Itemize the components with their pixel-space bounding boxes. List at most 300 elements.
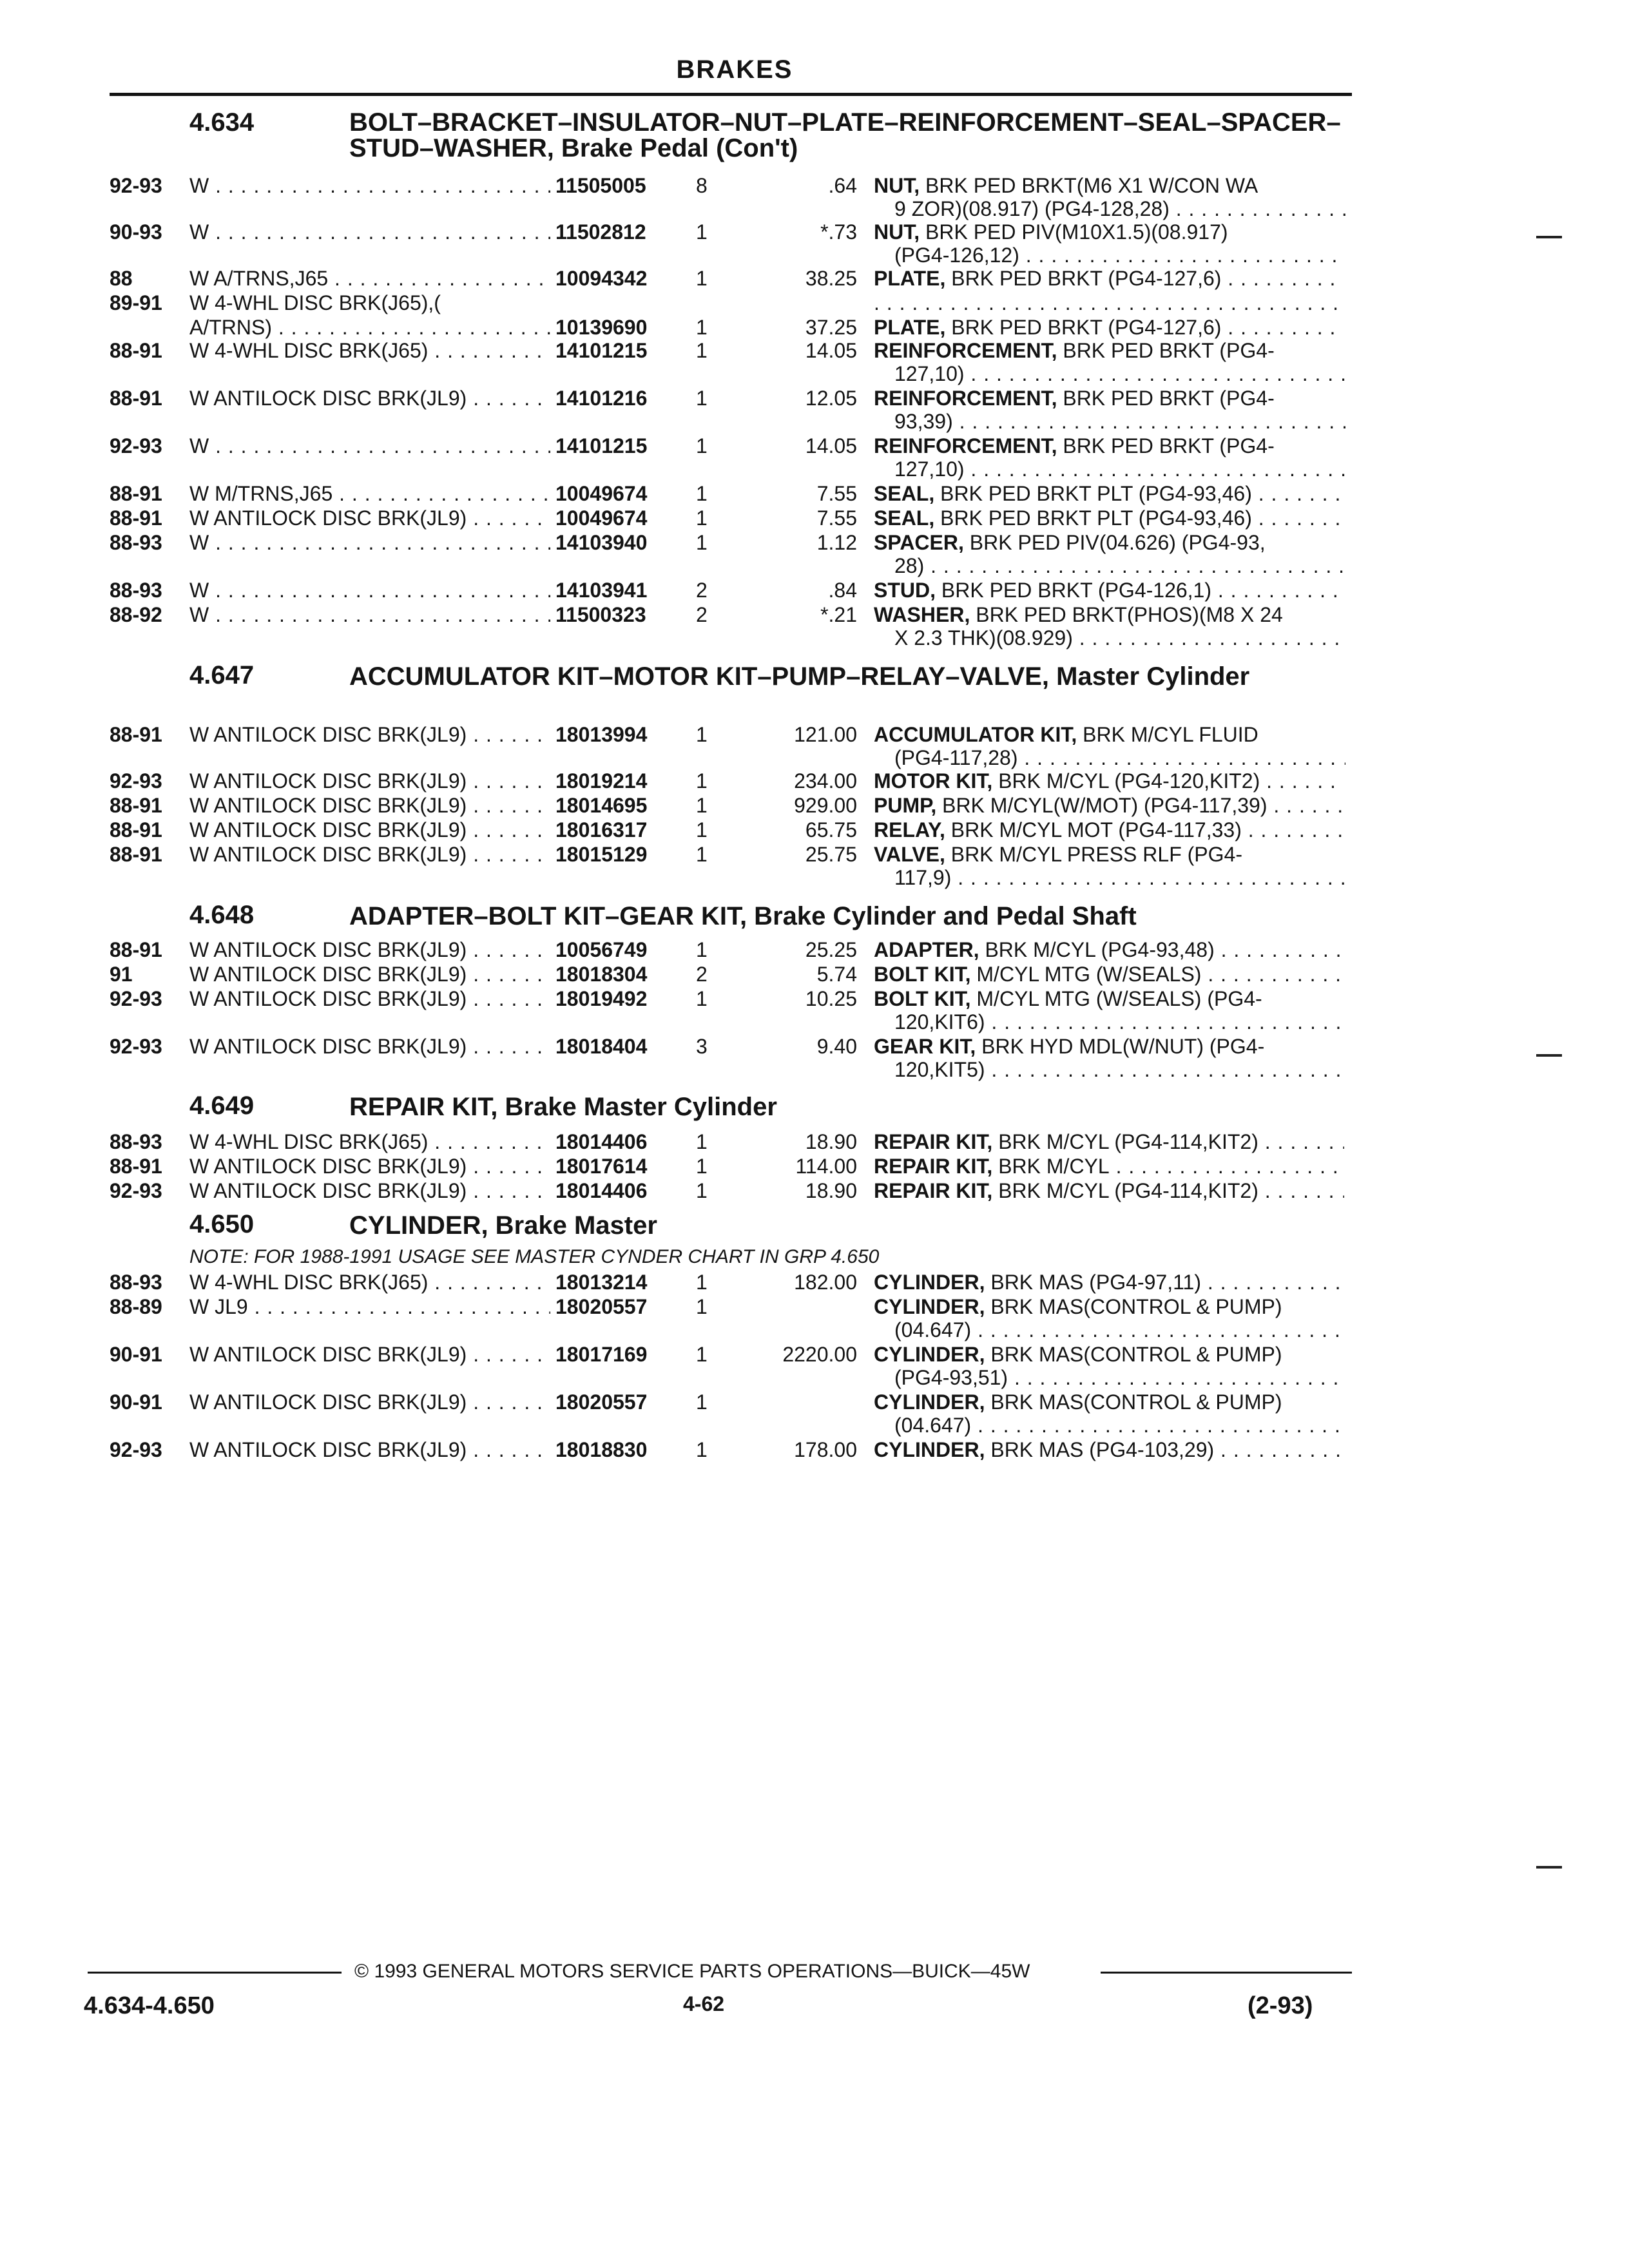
part-description [874,1153,1344,1179]
part-detail-continued: (PG4-126,12) [894,244,1019,267]
usage-code: W . . . [189,173,550,198]
quantity: 1 [696,987,708,1010]
edge-tick-mark [1536,1054,1562,1057]
part-detail: BRK PED PIV(04.626) (PG4-93, [969,531,1266,554]
usage-code: W ANTILOCK DISC BRK(JL9) . . . [189,1178,550,1204]
part-detail-continued: (PG4-117,28) [894,746,1018,769]
parts-row [0,173,1629,198]
part-description [874,841,1344,867]
usage-code: W ANTILOCK DISC BRK(JL9) . . . [189,841,550,867]
model-years: 92-93 [110,1035,162,1058]
part-detail-continued: 9 ZOR)(08.917) (PG4-128,28) [894,197,1170,220]
part-detail-continued: 127,10) [894,457,965,481]
model-years: 88-91 [110,723,162,746]
part-detail: M/CYL MTG (W/SEALS) [976,963,1202,986]
part-description [874,1389,1344,1415]
part-description [874,481,1344,506]
quantity: 1 [696,387,708,410]
part-description-continued [894,456,1345,482]
part-description [874,385,1344,411]
part-number: 18014406 [555,1179,648,1202]
usage-code: W . . . [189,577,550,603]
quantity: 1 [696,434,708,457]
part-detail: BRK M/CYL (PG4-93,48) [985,938,1215,961]
parts-row [0,768,1629,794]
usage-code: W ANTILOCK DISC BRK(JL9) . . . [189,1341,550,1367]
part-name: REINFORCEMENT, [874,434,1057,457]
part-name: REPAIR KIT, [874,1155,993,1178]
section-title: CYLINDER, Brake Master [349,1211,657,1240]
part-description [874,817,1344,843]
section-title: BOLT–BRACKET–INSULATOR–NUT–PLATE–REINFORCEMENT–SEAL–SPACER–STUD–WASHER, Brake Pedal (Con't) [349,108,1341,162]
model-years: 88-91 [110,938,162,961]
section-number: 4.647 [189,661,255,689]
part-description-continued [894,408,1345,434]
quantity: 1 [696,506,708,530]
price: 114.00 [795,1155,857,1178]
parts-row [0,722,1629,747]
usage-code: W ANTILOCK DISC BRK(JL9) . . . [189,768,550,794]
part-description [874,505,1344,531]
part-detail-continued: (PG4-93,51) [894,1366,1008,1389]
usage-code: W ANTILOCK DISC BRK(JL9) . . . [189,961,550,987]
part-description [874,290,1344,316]
part-name: NUT, [874,174,920,197]
usage-code: W 4-WHL DISC BRK(J65),( [189,291,441,314]
model-years: 92-93 [110,434,162,457]
price: 7.55 [816,482,857,505]
usage-code: W ANTILOCK DISC BRK(JL9) . . . [189,1153,550,1179]
part-detail: BRK M/CYL (PG4-120,KIT2) [998,769,1260,793]
model-years: 88-91 [110,794,162,817]
quantity: 1 [696,220,708,244]
part-name: NUT, [874,220,920,244]
model-years: 88-92 [110,603,162,626]
part-number: 14101216 [555,387,648,410]
parts-row [0,530,1629,555]
part-description [874,961,1344,987]
usage-code: W 4-WHL DISC BRK(J65) . . . [189,1269,550,1295]
part-name: CYLINDER, [874,1438,985,1461]
part-name: REINFORCEMENT, [874,339,1057,362]
usage-code: W ANTILOCK DISC BRK(JL9) . . . [189,986,550,1012]
model-years: 88-93 [110,1271,162,1294]
part-name: REINFORCEMENT, [874,387,1057,410]
part-detail-continued: (04.647) [894,1414,972,1437]
quantity: 1 [696,267,708,290]
quantity: 1 [696,482,708,505]
part-number: 14103940 [555,531,648,554]
part-number: 14101215 [555,339,648,362]
parts-row [0,937,1629,963]
part-description [874,1178,1344,1204]
part-description-continued [894,865,1345,890]
parts-row [0,1153,1629,1179]
part-detail: BRK M/CYL(W/MOT) (PG4-117,39) [942,794,1268,817]
part-number: 18020557 [555,1390,648,1414]
part-number: 18019214 [555,769,648,793]
usage-code: W ANTILOCK DISC BRK(JL9) . . . [189,385,550,411]
part-detail: BRK MAS(CONTROL & PUMP) [990,1295,1282,1318]
part-description [874,768,1344,794]
usage-code: W ANTILOCK DISC BRK(JL9) . . . [189,937,550,963]
price: 65.75 [805,818,857,841]
section-title: ACCUMULATOR KIT–MOTOR KIT–PUMP–RELAY–VALVE, Master Cylinder [349,662,1250,691]
quantity: 1 [696,1179,708,1202]
section-number: 4.649 [189,1091,255,1120]
parts-row [0,433,1629,459]
part-number: 10049674 [555,506,648,530]
quantity: 1 [696,1130,708,1153]
part-name: ADAPTER, [874,938,979,961]
part-detail: BRK PED BRKT (PG4- [1063,387,1275,410]
part-name: VALVE, [874,843,945,866]
part-detail: BRK PED BRKT (PG4-127,6) [951,267,1222,290]
part-number: 18013214 [555,1271,648,1294]
part-detail: BRK PED BRKT (PG4- [1063,339,1275,362]
parts-row [0,1437,1629,1463]
quantity: 1 [696,1343,708,1366]
usage-code: W . . . [189,602,550,628]
part-detail: BRK PED BRKT PLT (PG4-93,46) [940,506,1252,530]
quantity: 1 [696,938,708,961]
model-years: 91 [110,963,133,986]
price: 14.05 [805,434,857,457]
price: 14.05 [805,339,857,362]
parts-row [0,1269,1629,1295]
parts-row [0,841,1629,867]
part-name: BOLT KIT, [874,987,971,1010]
part-description [874,1437,1344,1463]
part-detail-continued: 117,9) [894,866,952,889]
section-title: ADAPTER–BOLT KIT–GEAR KIT, Brake Cylinder and Pedal Shaft [349,902,1137,930]
part-name: CYLINDER, [874,1295,985,1318]
part-name: SEAL, [874,506,935,530]
model-years: 88-93 [110,531,162,554]
edge-tick-mark [1536,236,1562,238]
quantity: 1 [696,531,708,554]
part-description [874,1269,1344,1295]
model-years: 92-93 [110,1179,162,1202]
price: 25.75 [805,843,857,866]
part-name: ACCUMULATOR KIT, [874,723,1077,746]
part-number: 18013994 [555,723,648,746]
parts-row [0,314,1629,340]
part-detail: BRK PED BRKT (PG4-127,6) [951,316,1222,339]
part-description [874,793,1344,818]
price: *.73 [820,220,857,244]
price: 5.74 [816,963,857,986]
part-detail: BRK M/CYL (PG4-114,KIT2) [998,1179,1258,1202]
usage-code: W ANTILOCK DISC BRK(JL9) . . . [189,1437,550,1463]
part-detail: BRK PED BRKT(PHOS)(M8 X 24 [976,603,1283,626]
page-header-title: BRAKES [676,55,793,84]
footer-page-number: 4-62 [683,1992,725,2015]
part-description [874,602,1344,628]
usage-code: W A/TRNS,J65 . . . [189,265,550,291]
price: 1.12 [816,531,857,554]
model-years: 88-89 [110,1295,162,1318]
part-number: 10056749 [555,938,648,961]
model-years: 89-91 [110,291,162,314]
quantity: 3 [696,1035,708,1058]
part-description [874,530,1344,555]
part-number: 18018304 [555,963,648,986]
part-name: PLATE, [874,316,946,339]
quantity: 1 [696,769,708,793]
part-name: GEAR KIT, [874,1035,976,1058]
footer-group-range: 4.634-4.650 [84,1992,215,2019]
model-years: 88-91 [110,1155,162,1178]
quantity: 1 [696,339,708,362]
quantity: 1 [696,794,708,817]
part-description [874,433,1344,459]
part-name: REPAIR KIT, [874,1130,993,1153]
section-number: 4.650 [189,1210,255,1238]
quantity: 2 [696,579,708,602]
parts-row [0,1033,1629,1059]
part-description [874,219,1344,245]
part-description [874,937,1344,963]
part-name: WASHER, [874,603,970,626]
price: .84 [828,579,857,602]
price: 25.25 [805,938,857,961]
parts-row [0,505,1629,531]
part-number: 10139690 [555,316,648,339]
quantity: 1 [696,818,708,841]
part-name: PLATE, [874,267,946,290]
part-name: CYLINDER, [874,1390,985,1414]
parts-row [0,219,1629,245]
model-years: 92-93 [110,1438,162,1461]
part-description-continued [894,361,1345,387]
part-detail: M/CYL MTG (W/SEALS) (PG4- [976,987,1262,1010]
footer-rule-left [88,1972,342,1974]
part-name: PUMP, [874,794,937,817]
part-description-continued [894,745,1345,771]
part-name: CYLINDER, [874,1271,985,1294]
part-description [874,1129,1344,1155]
part-detail-continued: (04.647) [894,1318,972,1341]
part-detail: BRK MAS (PG4-103,29) [990,1438,1215,1461]
part-number: 18016317 [555,818,648,841]
quantity: 1 [696,843,708,866]
model-years: 90-91 [110,1390,162,1414]
section-note: NOTE: FOR 1988-1991 USAGE SEE MASTER CYNDER CHART IN GRP 4.650 [189,1246,880,1267]
part-description-continued [894,1365,1345,1390]
parts-row [0,481,1629,506]
usage-code: W ANTILOCK DISC BRK(JL9) . . . [189,505,550,531]
quantity: 2 [696,603,708,626]
price: 7.55 [816,506,857,530]
part-description [874,1294,1344,1320]
part-description-continued [894,553,1345,579]
part-number: 18019492 [555,987,648,1010]
section-title: REPAIR KIT, Brake Master Cylinder [349,1093,777,1121]
parts-row [0,793,1629,818]
model-years: 88-93 [110,579,162,602]
quantity: 1 [696,723,708,746]
price: 18.90 [805,1130,857,1153]
part-number: 18014695 [555,794,648,817]
part-detail: BRK M/CYL PRESS RLF (PG4- [950,843,1242,866]
usage-code: W ANTILOCK DISC BRK(JL9) . . . [189,1389,550,1415]
part-description [874,577,1344,603]
part-detail: BRK MAS(CONTROL & PUMP) [990,1390,1282,1414]
parts-row [0,290,1629,316]
part-number: 18014406 [555,1130,648,1153]
usage-code: W 4-WHL DISC BRK(J65) . . . [189,338,550,363]
part-description [874,1341,1344,1367]
parts-row [0,385,1629,411]
usage-code: W . . . [189,530,550,555]
price: 929.00 [794,794,857,817]
model-years: 92-93 [110,769,162,793]
part-detail: BRK M/CYL MOT (PG4-117,33) [950,818,1242,841]
part-description [874,265,1344,291]
part-number: 10094342 [555,267,648,290]
part-description-continued [894,1009,1345,1035]
footer-revision-date: (2-93) [1248,1992,1313,2019]
quantity: 1 [696,1155,708,1178]
price: 10.25 [805,987,857,1010]
model-years: 88-91 [110,818,162,841]
part-number: 11502812 [555,220,646,244]
model-years: 90-91 [110,1343,162,1366]
quantity: 8 [696,174,708,197]
part-description [874,338,1344,363]
usage-code: W M/TRNS,J65 . . . [189,481,550,506]
price: 18.90 [805,1179,857,1202]
parts-row [0,1294,1629,1320]
usage-code: W JL9 . . . [189,1294,550,1320]
price: 2220.00 [782,1343,857,1366]
parts-row [0,1341,1629,1367]
quantity: 1 [696,1271,708,1294]
quantity: 2 [696,963,708,986]
part-name: SEAL, [874,482,935,505]
usage-code: W ANTILOCK DISC BRK(JL9) . . . [189,817,550,843]
part-number: 18015129 [555,843,648,866]
model-years: 88-91 [110,843,162,866]
part-number: 14103941 [555,579,648,602]
parts-row [0,1178,1629,1204]
price: 38.25 [805,267,857,290]
footer-copyright: © 1993 GENERAL MOTORS SERVICE PARTS OPERATIONS—BUICK—45W [354,1961,1030,1982]
model-years: 92-93 [110,174,162,197]
part-name: CYLINDER, [874,1343,985,1366]
model-years: 88 [110,267,133,290]
quantity: 1 [696,1295,708,1318]
part-name: REPAIR KIT, [874,1179,993,1202]
parts-row [0,1389,1629,1415]
quantity: 1 [696,1438,708,1461]
price: .64 [828,174,857,197]
price: *.21 [820,603,857,626]
model-years: 88-91 [110,506,162,530]
parts-row [0,577,1629,603]
part-description [874,1033,1344,1059]
part-name: RELAY, [874,818,945,841]
model-years: 88-91 [110,339,162,362]
price: 178.00 [794,1438,857,1461]
part-description [874,173,1344,198]
quantity: 1 [696,316,708,339]
part-detail: BRK HYD MDL(W/NUT) (PG4- [981,1035,1265,1058]
part-detail-continued: X 2.3 THK)(08.929) [894,626,1073,649]
part-description-continued [894,1317,1345,1343]
edge-tick-mark [1536,1866,1562,1869]
part-detail-continued: 120,KIT5) [894,1058,985,1081]
parts-row [0,986,1629,1012]
part-name: BOLT KIT, [874,963,971,986]
model-years: 92-93 [110,987,162,1010]
parts-row [0,817,1629,843]
price: 121.00 [794,723,857,746]
part-description-continued [894,1057,1345,1082]
price: 9.40 [816,1035,857,1058]
part-number: 18018404 [555,1035,648,1058]
part-detail: BRK PED PIV(M10X1.5)(08.917) [925,220,1228,244]
price: 37.25 [805,316,857,339]
usage-code: W ANTILOCK DISC BRK(JL9) . . . [189,1033,550,1059]
part-description [874,314,1344,340]
part-number: 18018830 [555,1438,648,1461]
part-number: 18017614 [555,1155,648,1178]
part-description [874,722,1344,747]
part-number: 11500323 [555,603,646,626]
part-description-continued [894,242,1345,268]
model-years: 88-91 [110,482,162,505]
model-years: 90-93 [110,220,162,244]
part-detail: BRK M/CYL (PG4-114,KIT2) [998,1130,1258,1153]
part-detail: BRK PED BRKT PLT (PG4-93,46) [940,482,1252,505]
parts-row [0,961,1629,987]
section-number: 4.634 [189,108,255,137]
header-rule [110,93,1352,96]
part-detail-continued: 93,39) [894,410,953,433]
part-detail: BRK M/CYL [998,1155,1110,1178]
model-years: 88-93 [110,1130,162,1153]
part-detail: BRK PED BRKT(M6 X1 W/CON WA [925,174,1258,197]
part-description-continued [894,196,1345,222]
usage-code: W . . . [189,433,550,459]
part-detail: BRK PED BRKT (PG4- [1063,434,1275,457]
footer-rule-right [1101,1972,1352,1974]
part-name: MOTOR KIT, [874,769,993,793]
part-number: 18020557 [555,1295,648,1318]
usage-code: W . . . [189,219,550,245]
part-detail: BRK M/CYL FLUID [1083,723,1258,746]
usage-code: W ANTILOCK DISC BRK(JL9) . . . [189,793,550,818]
price: 182.00 [794,1271,857,1294]
usage-code: W 4-WHL DISC BRK(J65) . . . [189,1129,550,1155]
part-description-continued [894,625,1345,651]
part-name: STUD, [874,579,936,602]
model-years: 88-91 [110,387,162,410]
parts-row [0,1129,1629,1155]
part-description [874,986,1344,1012]
quantity: 1 [696,1390,708,1414]
part-detail: BRK PED BRKT (PG4-126,1) [941,579,1211,602]
part-number: 10049674 [555,482,648,505]
price: 12.05 [805,387,857,410]
part-detail-continued: 120,KIT6) [894,1010,985,1033]
usage-code: W ANTILOCK DISC BRK(JL9) . . . [189,722,550,747]
usage-code: A/TRNS) . . . [189,314,550,340]
part-description-continued [894,1412,1345,1438]
parts-row [0,338,1629,363]
